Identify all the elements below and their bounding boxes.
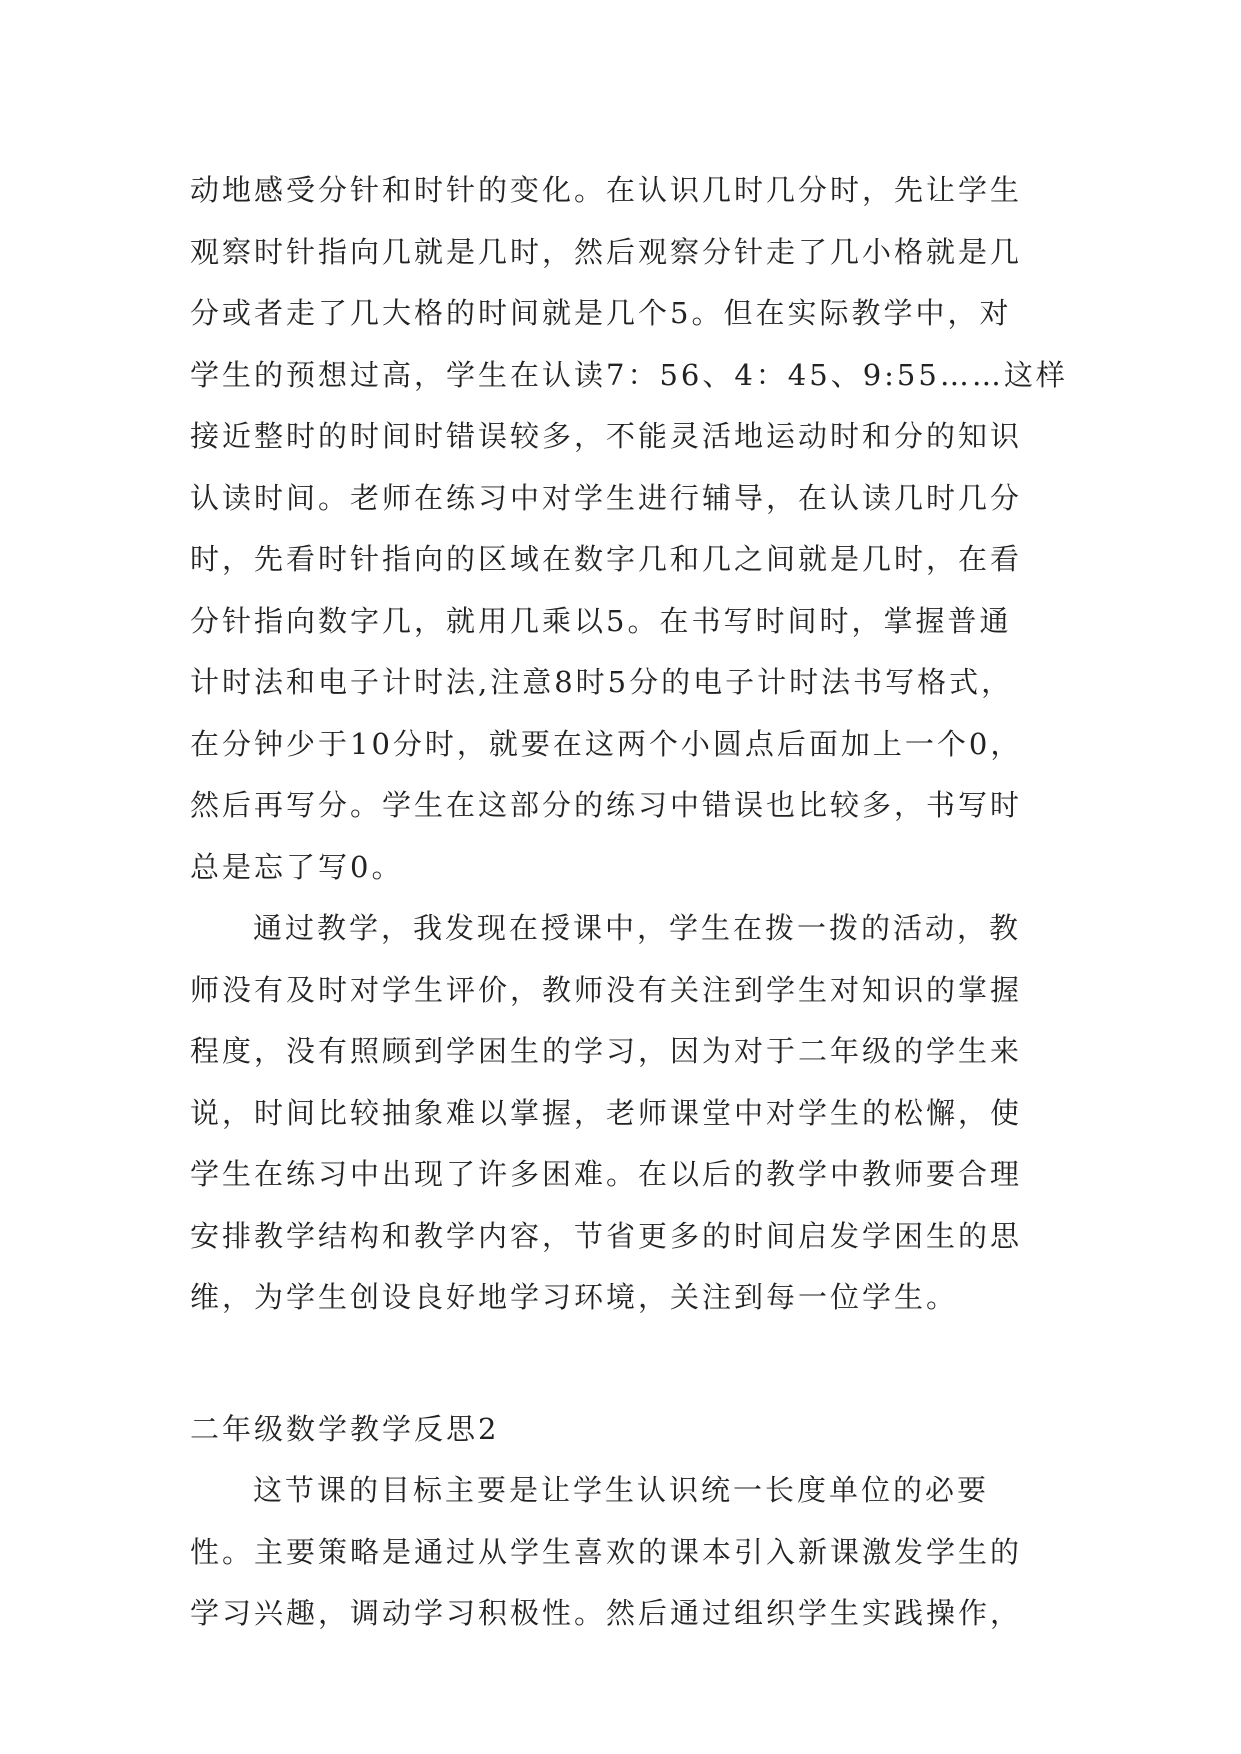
paragraph-line: 在分钟少于10分时，就要在这两个小圆点后面加上一个0， [190,726,1023,761]
section-heading: 二年级数学教学反思2 [190,1411,500,1446]
paragraph-line: 这节课的目标主要是让学生认识统一长度单位的必要 [253,1473,990,1507]
paragraph-line: 观察时针指向几就是几时，然后观察分针走了几小格就是几 [190,234,1023,269]
paragraph-line: 分针指向数字几，就用几乘以5。在书写时间时，掌握普通 [190,603,1012,638]
paragraph-line: 说，时间比较抽象难以掌握，老师课堂中对学生的松懈，使 [190,1095,1023,1130]
paragraph-line: 认读时间。老师在练习中对学生进行辅导，在认读几时几分 [190,480,1023,515]
paragraph-line: 动地感受分针和时针的变化。在认识几时几分时，先让学生 [190,173,1023,207]
paragraph-1 [190,160,1068,898]
paragraph-line: 计时法和电子计时法,注意8时5分的电子计时法书写格式， [190,665,1014,699]
paragraph-line: 学生的预想过高，学生在认读7：56、4：45、9:55……这样 [190,357,1068,392]
paragraph-3 [190,1460,1050,1645]
paragraph-line: 师没有及时对学生评价，教师没有关注到学生对知识的掌握 [190,972,1023,1007]
paragraph-line: 通过教学，我发现在授课中，学生在拨一拨的活动，教 [253,911,1022,945]
paragraph-line: 学习兴趣，调动学习积极性。然后通过组织学生实践操作， [190,1596,1023,1630]
paragraph-line: 总是忘了写0。 [190,849,404,884]
paragraph-line: 性。主要策略是通过从学生喜欢的课本引入新课激发学生的 [190,1534,1023,1569]
paragraph-line: 程度，没有照顾到学困生的学习，因为对于二年级的学生来 [190,1034,1023,1068]
paragraph-line: 接近整时的时间时错误较多，不能灵活地运动时和分的知识 [190,419,1023,453]
document-body [190,160,1068,1645]
paragraph-line: 学生在练习中出现了许多困难。在以后的教学中教师要合理 [190,1157,1023,1191]
paragraph-line: 安排教学结构和教学内容，节省更多的时间启发学困生的思 [190,1218,1023,1253]
section-spacer [190,1329,1050,1399]
paragraph-line: 分或者走了几大格的时间就是几个5。但在实际教学中，对 [190,296,1012,330]
paragraph-line: 时，先看时针指向的区域在数字几和几之间就是几时，在看 [190,542,1023,576]
paragraph-line: 维，为学生创设良好地学习环境，关注到每一位学生。 [190,1280,959,1314]
paragraph-2 [190,898,1050,1329]
paragraph-line: 然后再写分。学生在这部分的练习中错误也比较多，书写时 [190,788,1023,822]
